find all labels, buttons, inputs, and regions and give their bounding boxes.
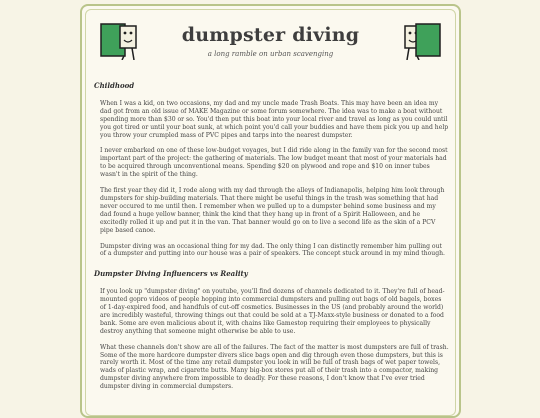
- section-heading: Childhood: [94, 81, 135, 90]
- paragraph: If you look up "dumpster diving" on youtube, you'll find dozens of channels dedicated to it. They're full of head-mounted gopro videos of people hopping into commercial dumpsters and pulling out bags of old bagels, boxes of 1-day-expired food, and handfuls of cut-off cosmetics. Businesses in the US (and probably around the world) are incredibly wasteful, throwing things out that could be sold at a TJ-Maxx-style business or donated to a food bank. Some are even malicious about it, with chains like Gamestop requiring their employees to physically destroy anything that someone might otherwise be able to use.: [100, 288, 445, 335]
- site-header: [82, 18, 459, 66]
- paragraph: The first year they did it, I rode along with my dad through the alleys of Indianapolis, helping him look through dumpsters for ship-building materials. That there might be useful things in the trash was something that had never occured to me until then. I remember when we pulled up to a dumpster behind some business and my dad found a huge yellow banner, think the kind that they hang up in front of a Spirit Halloween, and he excitedly rolled it up and put it in the van. That banner would go on to live a second life as the skin of a PCV pipe based canoe.: [100, 187, 445, 234]
- section-heading: Dumpster Diving Influencers vs Reality: [94, 269, 248, 279]
- paragraph: I never embarked on one of these low-budget voyages, but I did ride along in the family van for the second most important part of the project: the gathering of materials. The low budget meant that most of your materials had to be acquired through unconventional means. Spending $20 on plywood and rope and $10 on inner tubes wasn't in the spirit of the thing.: [100, 147, 448, 179]
- article-content: [94, 82, 449, 399]
- paragraph: Dumpster diving was an occasional thing for my dad. The only thing I can distinctly remember him pulling out of a dumpster and putting into our house was a pair of speakers. The concept stuck around in my mind though.: [100, 242, 445, 258]
- page-frame: [80, 4, 461, 418]
- trash-can-mascot-icon: [403, 20, 443, 60]
- site-title: dumpster diving: [181, 24, 360, 46]
- site-tagline: a long ramble on urban scavenging: [207, 50, 334, 58]
- paragraph: When I was a kid, on two occasions, my dad and my uncle made Trash Boats. This may have been an idea my dad got from an old issue of MAKE Magazine or some forum somewhere. The idea was to make a boat without spending more than $30 or so. You'd then put this boat into your local river and travel as long as you could until you got tired or until your boat sunk, at which point you'd call your buddies and have them pick you up and help you throw your crumpled mass of PVC pipes and tarps into the nearest dumpster.: [100, 99, 449, 139]
- paragraph: What these channels don't show are all of the failures. The fact of the matter is most dumpsters are full of trash. Some of the more hardcore dumpster divers slice bags open and dig through even those dumpsters, but this is rarely worth it. Most of the time any retail dumpster you look in will be full of trash bags of wet paper towels, wads of plastic wrap, and cigarette butts. Many big-box stores put all of their trash into a compactor, making dumpster diving anywhere from impossible to deadly. For these reasons, I don't know that I've ever tried dumpster diving in commercial dumpsters.: [100, 343, 449, 391]
